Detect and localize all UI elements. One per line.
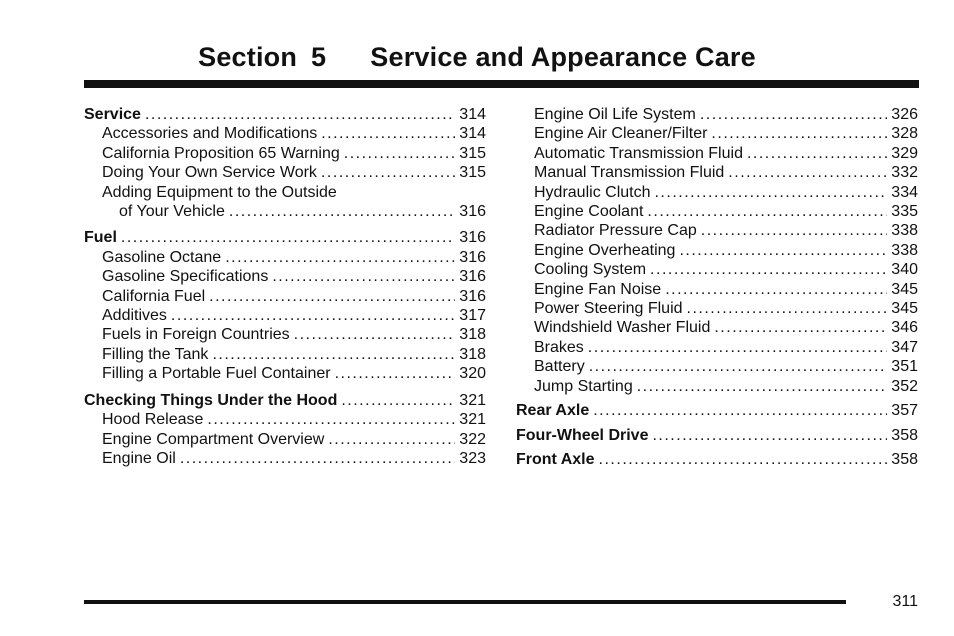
toc-entry[interactable]: Filling the Tank ..... 318: [84, 345, 486, 364]
toc-entry[interactable]: Cooling System ..... 340: [516, 260, 918, 279]
toc-entry-checking-under-hood[interactable]: Checking Things Under the Hood ..... 321: [84, 391, 486, 410]
toc-entry[interactable]: Battery ..... 351: [516, 357, 918, 376]
toc-entry[interactable]: Hood Release ..... 321: [84, 410, 486, 429]
toc-entry[interactable]: Engine Oil Life System ..... 326: [516, 105, 918, 124]
toc-entry[interactable]: Windshield Washer Fluid ..... 346: [516, 318, 918, 337]
toc-entry[interactable]: Accessories and Modifications ..... 314: [84, 124, 486, 143]
toc-entry[interactable]: Power Steering Fluid ..... 345: [516, 299, 918, 318]
page-number: 311: [892, 593, 918, 610]
toc-entry[interactable]: Engine Oil ..... 323: [84, 449, 486, 468]
toc-entry-front-axle[interactable]: Front Axle ..... 358: [516, 450, 918, 469]
toc-entry[interactable]: Filling a Portable Fuel Container ..... 320: [84, 364, 486, 383]
toc-entry[interactable]: Additives ..... 317: [84, 306, 486, 325]
toc-entry[interactable]: Automatic Transmission Fluid ..... 329: [516, 144, 918, 163]
toc-entry[interactable]: Radiator Pressure Cap ..... 338: [516, 221, 918, 240]
toc-entry-rear-axle[interactable]: Rear Axle ..... 357: [516, 401, 918, 420]
toc-entry-service[interactable]: Service ..... 314: [84, 105, 486, 124]
toc-entry[interactable]: of Your Vehicle ..... 316: [84, 202, 486, 221]
toc-entry[interactable]: Engine Overheating ..... 338: [516, 241, 918, 260]
toc-entry[interactable]: Doing Your Own Service Work ..... 315: [84, 163, 486, 182]
toc-entry[interactable]: California Fuel ..... 316: [84, 287, 486, 306]
toc-entry[interactable]: Gasoline Specifications ..... 316: [84, 267, 486, 286]
toc-entry[interactable]: Brakes ..... 347: [516, 338, 918, 357]
toc-left-column: [84, 105, 486, 468]
section-label: Section: [198, 42, 298, 72]
toc-entry[interactable]: Hydraulic Clutch ..... 334: [516, 183, 918, 202]
toc-entry[interactable]: Manual Transmission Fluid ..... 332: [516, 163, 918, 182]
toc-entry[interactable]: Engine Compartment Overview ..... 322: [84, 430, 486, 449]
toc-entry[interactable]: Engine Air Cleaner/Filter ..... 328: [516, 124, 918, 143]
toc-entry[interactable]: Adding Equipment to the Outside: [102, 183, 337, 201]
toc-entry[interactable]: Engine Coolant ..... 335: [516, 202, 918, 221]
toc-entry[interactable]: Engine Fan Noise ..... 345: [516, 280, 918, 299]
header-rule: [84, 80, 919, 88]
toc-entry[interactable]: Gasoline Octane ..... 316: [84, 248, 486, 267]
toc-right-column: [516, 105, 918, 469]
section-title: Service and Appearance Care: [370, 42, 756, 72]
footer-rule: [84, 600, 846, 604]
toc-entry[interactable]: Jump Starting ..... 352: [516, 377, 918, 396]
toc-entry-four-wheel-drive[interactable]: Four-Wheel Drive ..... 358: [516, 426, 918, 445]
page-title: [0, 42, 954, 73]
toc-entry[interactable]: California Proposition 65 Warning ..... 315: [84, 144, 486, 163]
toc-entry[interactable]: Fuels in Foreign Countries ..... 318: [84, 325, 486, 344]
section-number: 5: [311, 42, 327, 72]
toc-entry-fuel[interactable]: Fuel ..... 316: [84, 228, 486, 247]
